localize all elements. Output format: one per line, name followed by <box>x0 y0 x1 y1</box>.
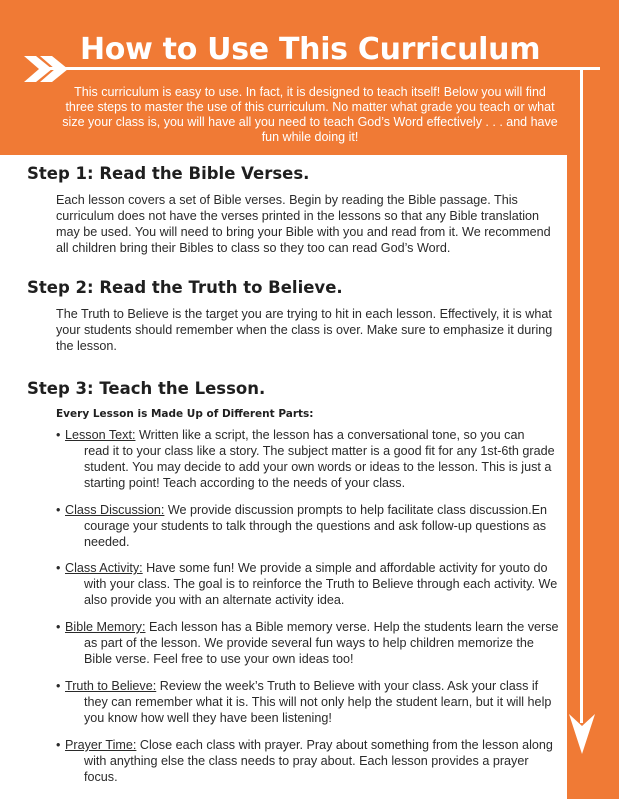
bullet-icon: • <box>56 428 61 442</box>
step-1-body: Each lesson covers a set of Bible verses. Begin by reading the Bible passage. This curriculum does not have the verses printed in the lessons so that any Bible translation may be used. You will need to bring your Bible with you and read from it. We recommend all children bring their Bibles to class so they too can read God’s Word. <box>56 193 551 255</box>
lesson-part-first-line: Written like a script, the lesson has a conversational tone, so you can <box>135 428 525 442</box>
bullet-icon: • <box>56 738 61 752</box>
lesson-part-truth-to-believe <box>56 678 562 726</box>
lesson-part-label: Class Activity: <box>65 561 143 575</box>
lesson-part-description: with anything else the class needs to pray about. Each lesson provides a prayer focus. <box>84 754 529 784</box>
lesson-part-description: as part of the lesson. We provide several fun ways to help children memorize the Bible verse. Feel free to use your own ideas too! <box>84 636 534 666</box>
lesson-part-description: with your class. The goal is to reinforce the Truth to Believe through each activity. We also provide you with an alternate activity idea. <box>84 577 558 607</box>
header-banner <box>0 0 619 155</box>
content-area <box>0 155 567 799</box>
lesson-parts-subheading: Every Lesson is Made Up of Different Parts: <box>56 408 314 420</box>
arrow-down-icon <box>569 714 595 754</box>
bullet-icon: • <box>56 503 61 517</box>
lesson-part-label: Truth to Believe: <box>65 679 157 693</box>
lesson-part-label: Lesson Text: <box>65 428 136 442</box>
lesson-part-label: Class Discussion: <box>65 503 165 517</box>
lesson-part-bible-memory <box>56 619 562 667</box>
lesson-part-description: they can remember what it is. This will not only help the student learn, but it will help you know how well they have been listening! <box>84 695 552 725</box>
lesson-part-class-discussion <box>56 502 562 550</box>
lesson-part-first-line: Close each class with prayer. Pray about something from the lesson along <box>136 738 553 752</box>
step-1-heading: Step 1: Read the Bible Verses. <box>27 164 310 183</box>
lesson-part-lesson-text <box>56 427 562 491</box>
step-3-heading: Step 3: Teach the Lesson. <box>27 379 266 398</box>
lesson-part-first-line: Review the week’s Truth to Believe with your class. Ask your class if <box>156 679 539 693</box>
bullet-icon: • <box>56 561 61 575</box>
lesson-part-description: courage your students to talk through the questions and ask follow-up questions as needed. <box>84 519 547 549</box>
lesson-part-first-line: We provide discussion prompts to help facilitate class discussion.En <box>164 503 548 517</box>
lesson-part-class-activity <box>56 560 562 608</box>
lesson-part-description: read it to your class like a story. The subject matter is a good fit for any 1st-6th grade student. You may decide to add your own words or ideas to the lesson. This is just a starting point! Teach according to the needs of your class. <box>84 444 555 490</box>
lesson-part-first-line: Have some fun! We provide a simple and affordable activity for youto do <box>142 561 548 575</box>
side-arrow-shaft <box>580 68 583 723</box>
step-2-body: The Truth to Believe is the target you are trying to hit in each lesson. Effectively, it is what your students should remember when the class is over. Make sure to emphasize it during the lesson. <box>56 307 553 353</box>
lesson-part-prayer-time <box>56 737 562 785</box>
lesson-part-first-line: Each lesson has a Bible memory verse. Help the students learn the verse <box>145 620 559 634</box>
intro-text: This curriculum is easy to use. In fact, it is designed to teach itself! Below you will find three steps to master the use of this curriculum. No matter what grade you teach or what size your class is, you will have all you need to teach God’s Word effectively . . . and have fun while doing it! <box>62 85 558 144</box>
bullet-icon: • <box>56 679 61 693</box>
page-title: How to Use This Curriculum <box>80 32 541 67</box>
lesson-part-label: Bible Memory: <box>65 620 146 634</box>
step-2-heading: Step 2: Read the Truth to Believe. <box>27 278 343 297</box>
bullet-icon: • <box>56 620 61 634</box>
lesson-part-label: Prayer Time: <box>65 738 137 752</box>
